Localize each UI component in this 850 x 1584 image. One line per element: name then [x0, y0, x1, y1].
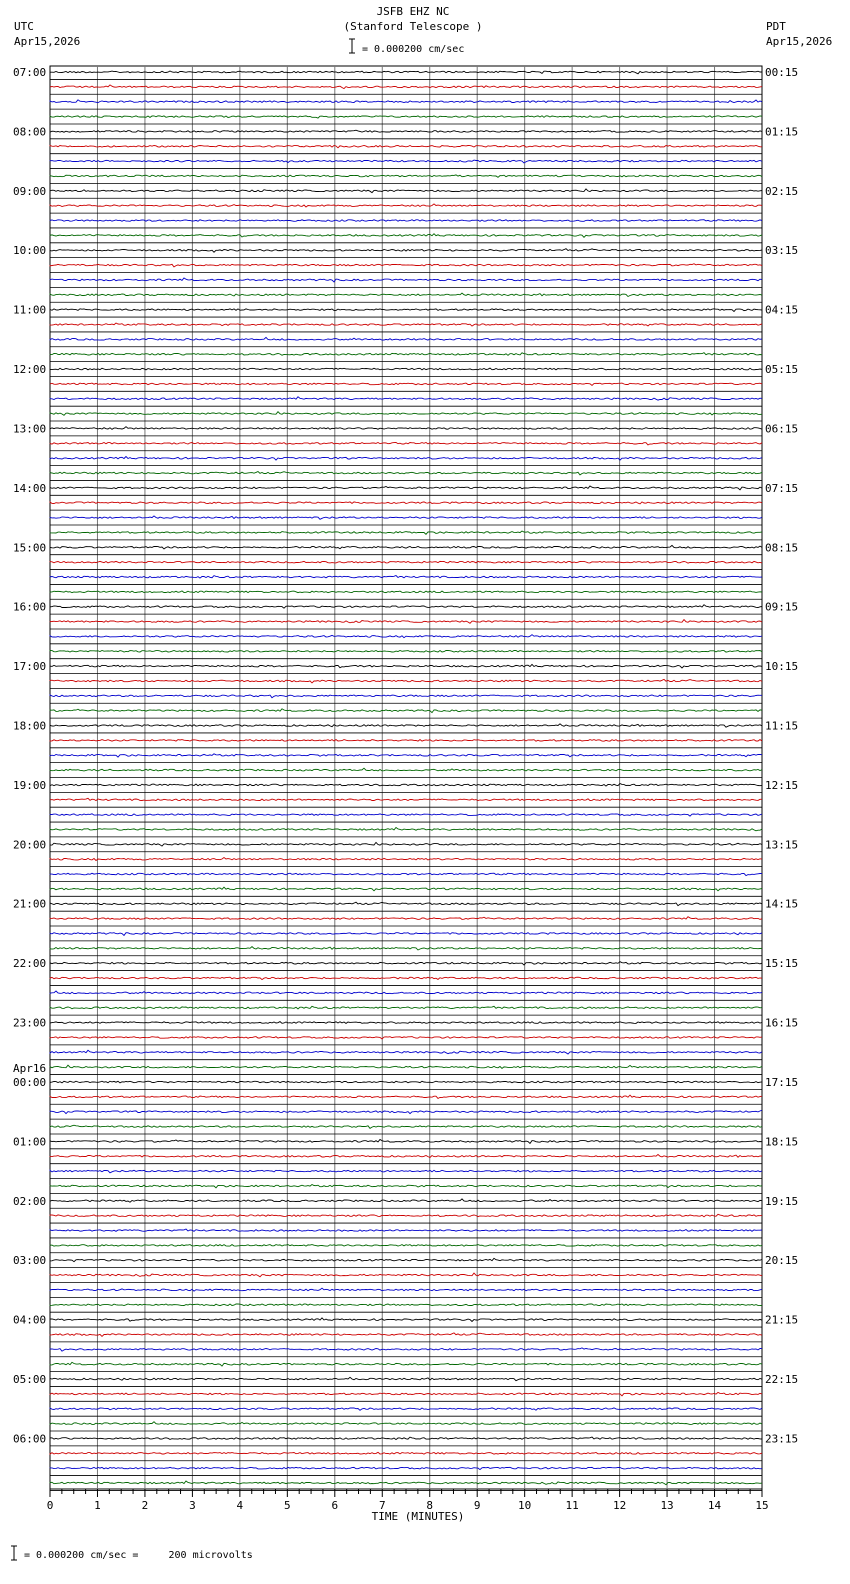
- x-tick-label: 8: [426, 1499, 434, 1512]
- seismic-trace: [50, 427, 762, 430]
- utc-hour-label: 17:00: [13, 660, 47, 674]
- seismic-trace: [50, 768, 762, 771]
- seismic-trace: [50, 1006, 762, 1009]
- seismic-trace: [50, 146, 762, 148]
- utc-hour-label: 01:00: [13, 1135, 47, 1149]
- pdt-date-label: Apr15,2026: [766, 35, 833, 48]
- x-tick-label: 3: [189, 1499, 196, 1512]
- seismic-trace: [50, 1170, 762, 1173]
- x-tick-label: 15: [755, 1499, 769, 1512]
- pdt-hour-label: 04:15: [765, 303, 799, 317]
- seismic-trace: [50, 472, 762, 475]
- seismic-trace: [50, 695, 762, 698]
- seismic-trace: [50, 1392, 762, 1395]
- seismic-trace: [50, 160, 762, 163]
- pdt-hour-label: 08:15: [765, 541, 799, 555]
- seismic-trace: [50, 1273, 762, 1277]
- seismic-trace: [50, 1452, 762, 1454]
- pdt-hour-label: 07:15: [765, 481, 799, 495]
- seismic-trace: [50, 828, 762, 831]
- seismic-trace: [50, 1081, 762, 1083]
- x-tick-label: 4: [236, 1499, 244, 1512]
- seismic-trace: [50, 383, 762, 385]
- seismic-trace: [50, 1437, 762, 1440]
- utc-hour-label: 18:00: [13, 719, 47, 733]
- seismic-trace: [50, 620, 762, 624]
- station-site: (Stanford Telescope ): [343, 20, 483, 33]
- seismic-trace: [50, 1037, 762, 1039]
- pdt-hour-label: 14:15: [765, 897, 799, 911]
- seismic-trace: [50, 917, 762, 920]
- seismic-trace: [50, 1304, 762, 1306]
- seismic-trace: [50, 724, 762, 727]
- seismic-trace: [50, 1258, 762, 1261]
- x-tick-label: 11: [565, 1499, 579, 1512]
- seismic-trace: [50, 1229, 762, 1231]
- seismic-trace: [50, 1214, 762, 1217]
- seismic-trace: [50, 1408, 762, 1410]
- pdt-hour-label: 16:15: [765, 1016, 799, 1030]
- seismic-trace: [50, 1022, 762, 1024]
- seismic-trace: [50, 561, 762, 563]
- seismic-trace: [50, 1110, 762, 1114]
- seismic-trace: [50, 234, 762, 238]
- x-axis-label: TIME (MINUTES): [371, 1510, 465, 1523]
- utc-hour-label: 15:00: [13, 541, 47, 555]
- x-tick-label: 13: [660, 1499, 674, 1512]
- seismic-trace: [50, 502, 762, 504]
- seismic-trace: [50, 1125, 762, 1128]
- seismic-trace: [50, 1348, 762, 1351]
- seismic-trace: [50, 175, 762, 177]
- seismic-trace: [50, 962, 762, 965]
- seismic-trace: [50, 278, 762, 282]
- pdt-hour-label: 03:15: [765, 244, 799, 258]
- utc-hour-label: 19:00: [13, 778, 47, 792]
- seismic-trace: [50, 189, 762, 193]
- seismic-trace: [50, 249, 762, 253]
- seismic-trace: [50, 264, 762, 267]
- utc-hour-label: 02:00: [13, 1194, 47, 1208]
- seismic-trace: [50, 443, 762, 445]
- scale-text: = 0.000200 cm/sec: [362, 44, 465, 55]
- seismic-trace: [50, 709, 762, 713]
- seismic-trace: [50, 784, 762, 787]
- seismic-trace: [50, 71, 762, 74]
- pdt-hour-label: 20:15: [765, 1254, 799, 1268]
- utc-hour-label: 14:00: [13, 481, 47, 495]
- utc-hour-label: 12:00: [13, 363, 47, 377]
- pdt-hour-label: 11:15: [765, 719, 799, 733]
- footer-scale-note: = 0.000200 cm/sec = 200 microvolts: [24, 1550, 253, 1561]
- utc-hour-label: 03:00: [13, 1254, 47, 1268]
- x-tick-label: 9: [473, 1499, 481, 1512]
- seismic-trace: [50, 858, 762, 861]
- seismic-trace: [50, 1362, 762, 1366]
- seismic-trace: [50, 814, 762, 816]
- seismic-trace: [50, 947, 762, 950]
- seismic-trace: [50, 679, 762, 683]
- pdt-hour-label: 17:15: [765, 1075, 799, 1089]
- seismic-trace: [50, 1095, 762, 1098]
- seismic-trace: [50, 635, 762, 638]
- seismic-trace: [50, 798, 762, 800]
- utc-hour-label: 06:00: [13, 1432, 47, 1446]
- pdt-hour-label: 18:15: [765, 1135, 799, 1149]
- seismic-trace: [50, 1140, 762, 1144]
- pdt-hour-label: 01:15: [765, 125, 799, 139]
- seismic-trace: [50, 740, 762, 742]
- utc-hour-label: 23:00: [13, 1016, 47, 1030]
- utc-hour-label: 10:00: [13, 244, 47, 258]
- station-title: JSFB EHZ NC: [376, 5, 450, 18]
- pdt-hour-label: 15:15: [765, 957, 799, 971]
- pdt-hour-label: 05:15: [765, 363, 799, 377]
- utc-zone-label: UTC: [14, 20, 34, 33]
- seismic-trace: [50, 531, 762, 534]
- seismic-trace: [50, 605, 762, 609]
- utc-hour-label: 04:00: [13, 1313, 47, 1327]
- x-tick-label: 1: [94, 1499, 101, 1512]
- seismic-trace: [50, 754, 762, 757]
- seismic-trace: [50, 576, 762, 579]
- seismic-trace: [50, 100, 762, 103]
- utc-hour-label: 05:00: [13, 1373, 47, 1387]
- seismic-trace: [50, 1481, 762, 1485]
- pdt-hour-label: 13:15: [765, 838, 799, 852]
- x-tick-label: 0: [46, 1499, 54, 1512]
- x-tick-label: 2: [141, 1499, 149, 1512]
- seismic-trace: [50, 591, 762, 593]
- x-tick-label: 10: [518, 1499, 532, 1512]
- seismic-trace: [50, 116, 762, 118]
- seismic-trace: [50, 412, 762, 416]
- utc-hour-label: 13:00: [13, 422, 47, 436]
- pdt-hour-label: 09:15: [765, 600, 799, 614]
- seismic-trace: [50, 309, 762, 312]
- seismic-trace: [50, 1199, 762, 1202]
- utc-hour-label: 16:00: [13, 600, 47, 614]
- x-tick-label: 6: [331, 1499, 339, 1512]
- utc-hour-label: 07:00: [13, 66, 47, 79]
- pdt-hour-label: 19:15: [765, 1194, 799, 1208]
- seismic-trace: [50, 651, 762, 653]
- seismic-trace: [50, 933, 762, 936]
- seismic-trace: [50, 337, 762, 340]
- seismic-trace: [50, 664, 762, 668]
- x-tick-label: 14: [707, 1499, 722, 1512]
- seismic-trace: [50, 323, 762, 326]
- seismic-trace: [50, 977, 762, 979]
- seismic-trace: [50, 1245, 762, 1247]
- seismic-trace: [50, 545, 762, 549]
- utc-hour-label: 20:00: [13, 838, 47, 852]
- seismic-trace: [50, 873, 762, 875]
- seismic-trace: [50, 1318, 762, 1322]
- pdt-hour-label: 22:15: [765, 1373, 799, 1387]
- seismic-trace: [50, 1333, 762, 1337]
- utc-hour-label: 08:00: [13, 125, 47, 139]
- x-tick-label: 7: [378, 1499, 386, 1512]
- utc-hour-label: 00:00: [13, 1075, 47, 1089]
- utc-hour-label: 09:00: [13, 184, 47, 198]
- seismic-trace: [50, 1065, 762, 1068]
- x-tick-label: 12: [612, 1499, 627, 1512]
- seismic-trace: [50, 204, 762, 207]
- seismic-trace: [50, 486, 762, 490]
- seismic-trace: [50, 220, 762, 222]
- seismic-trace: [50, 1377, 762, 1380]
- seismic-trace: [50, 887, 762, 891]
- seismic-trace: [50, 1185, 762, 1188]
- pdt-hour-label: 06:15: [765, 422, 799, 436]
- utc-hour-label: 11:00: [13, 303, 47, 317]
- seismic-trace: [50, 85, 762, 89]
- x-tick-label: 5: [284, 1499, 291, 1512]
- pdt-hour-label: 10:15: [765, 660, 799, 674]
- seismic-trace: [50, 991, 762, 994]
- seismic-trace: [50, 1050, 762, 1054]
- pdt-hour-label: 12:15: [765, 778, 799, 792]
- seismic-trace: [50, 1288, 762, 1291]
- seismic-trace: [50, 397, 762, 400]
- seismic-trace: [50, 353, 762, 356]
- date-change-label: Apr16: [13, 1061, 47, 1075]
- pdt-hour-label: 23:15: [765, 1432, 799, 1446]
- seismic-trace: [50, 902, 762, 905]
- pdt-hour-label: 00:15: [765, 66, 799, 79]
- seismic-trace: [50, 516, 762, 519]
- pdt-hour-label: 02:15: [765, 184, 799, 198]
- seismic-trace: [50, 293, 762, 296]
- pdt-zone-label: PDT: [766, 20, 786, 33]
- seismic-trace: [50, 1422, 762, 1425]
- seismic-trace: [50, 368, 762, 370]
- pdt-hour-label: 21:15: [765, 1313, 799, 1327]
- seismic-trace: [50, 130, 762, 132]
- seismic-trace: [50, 457, 762, 461]
- utc-date-label: Apr15,2026: [14, 35, 81, 48]
- seismic-trace: [50, 1155, 762, 1158]
- utc-hour-label: 21:00: [13, 897, 47, 911]
- seismic-trace: [50, 842, 762, 846]
- seismic-trace: [50, 1467, 762, 1469]
- utc-hour-label: 22:00: [13, 957, 47, 971]
